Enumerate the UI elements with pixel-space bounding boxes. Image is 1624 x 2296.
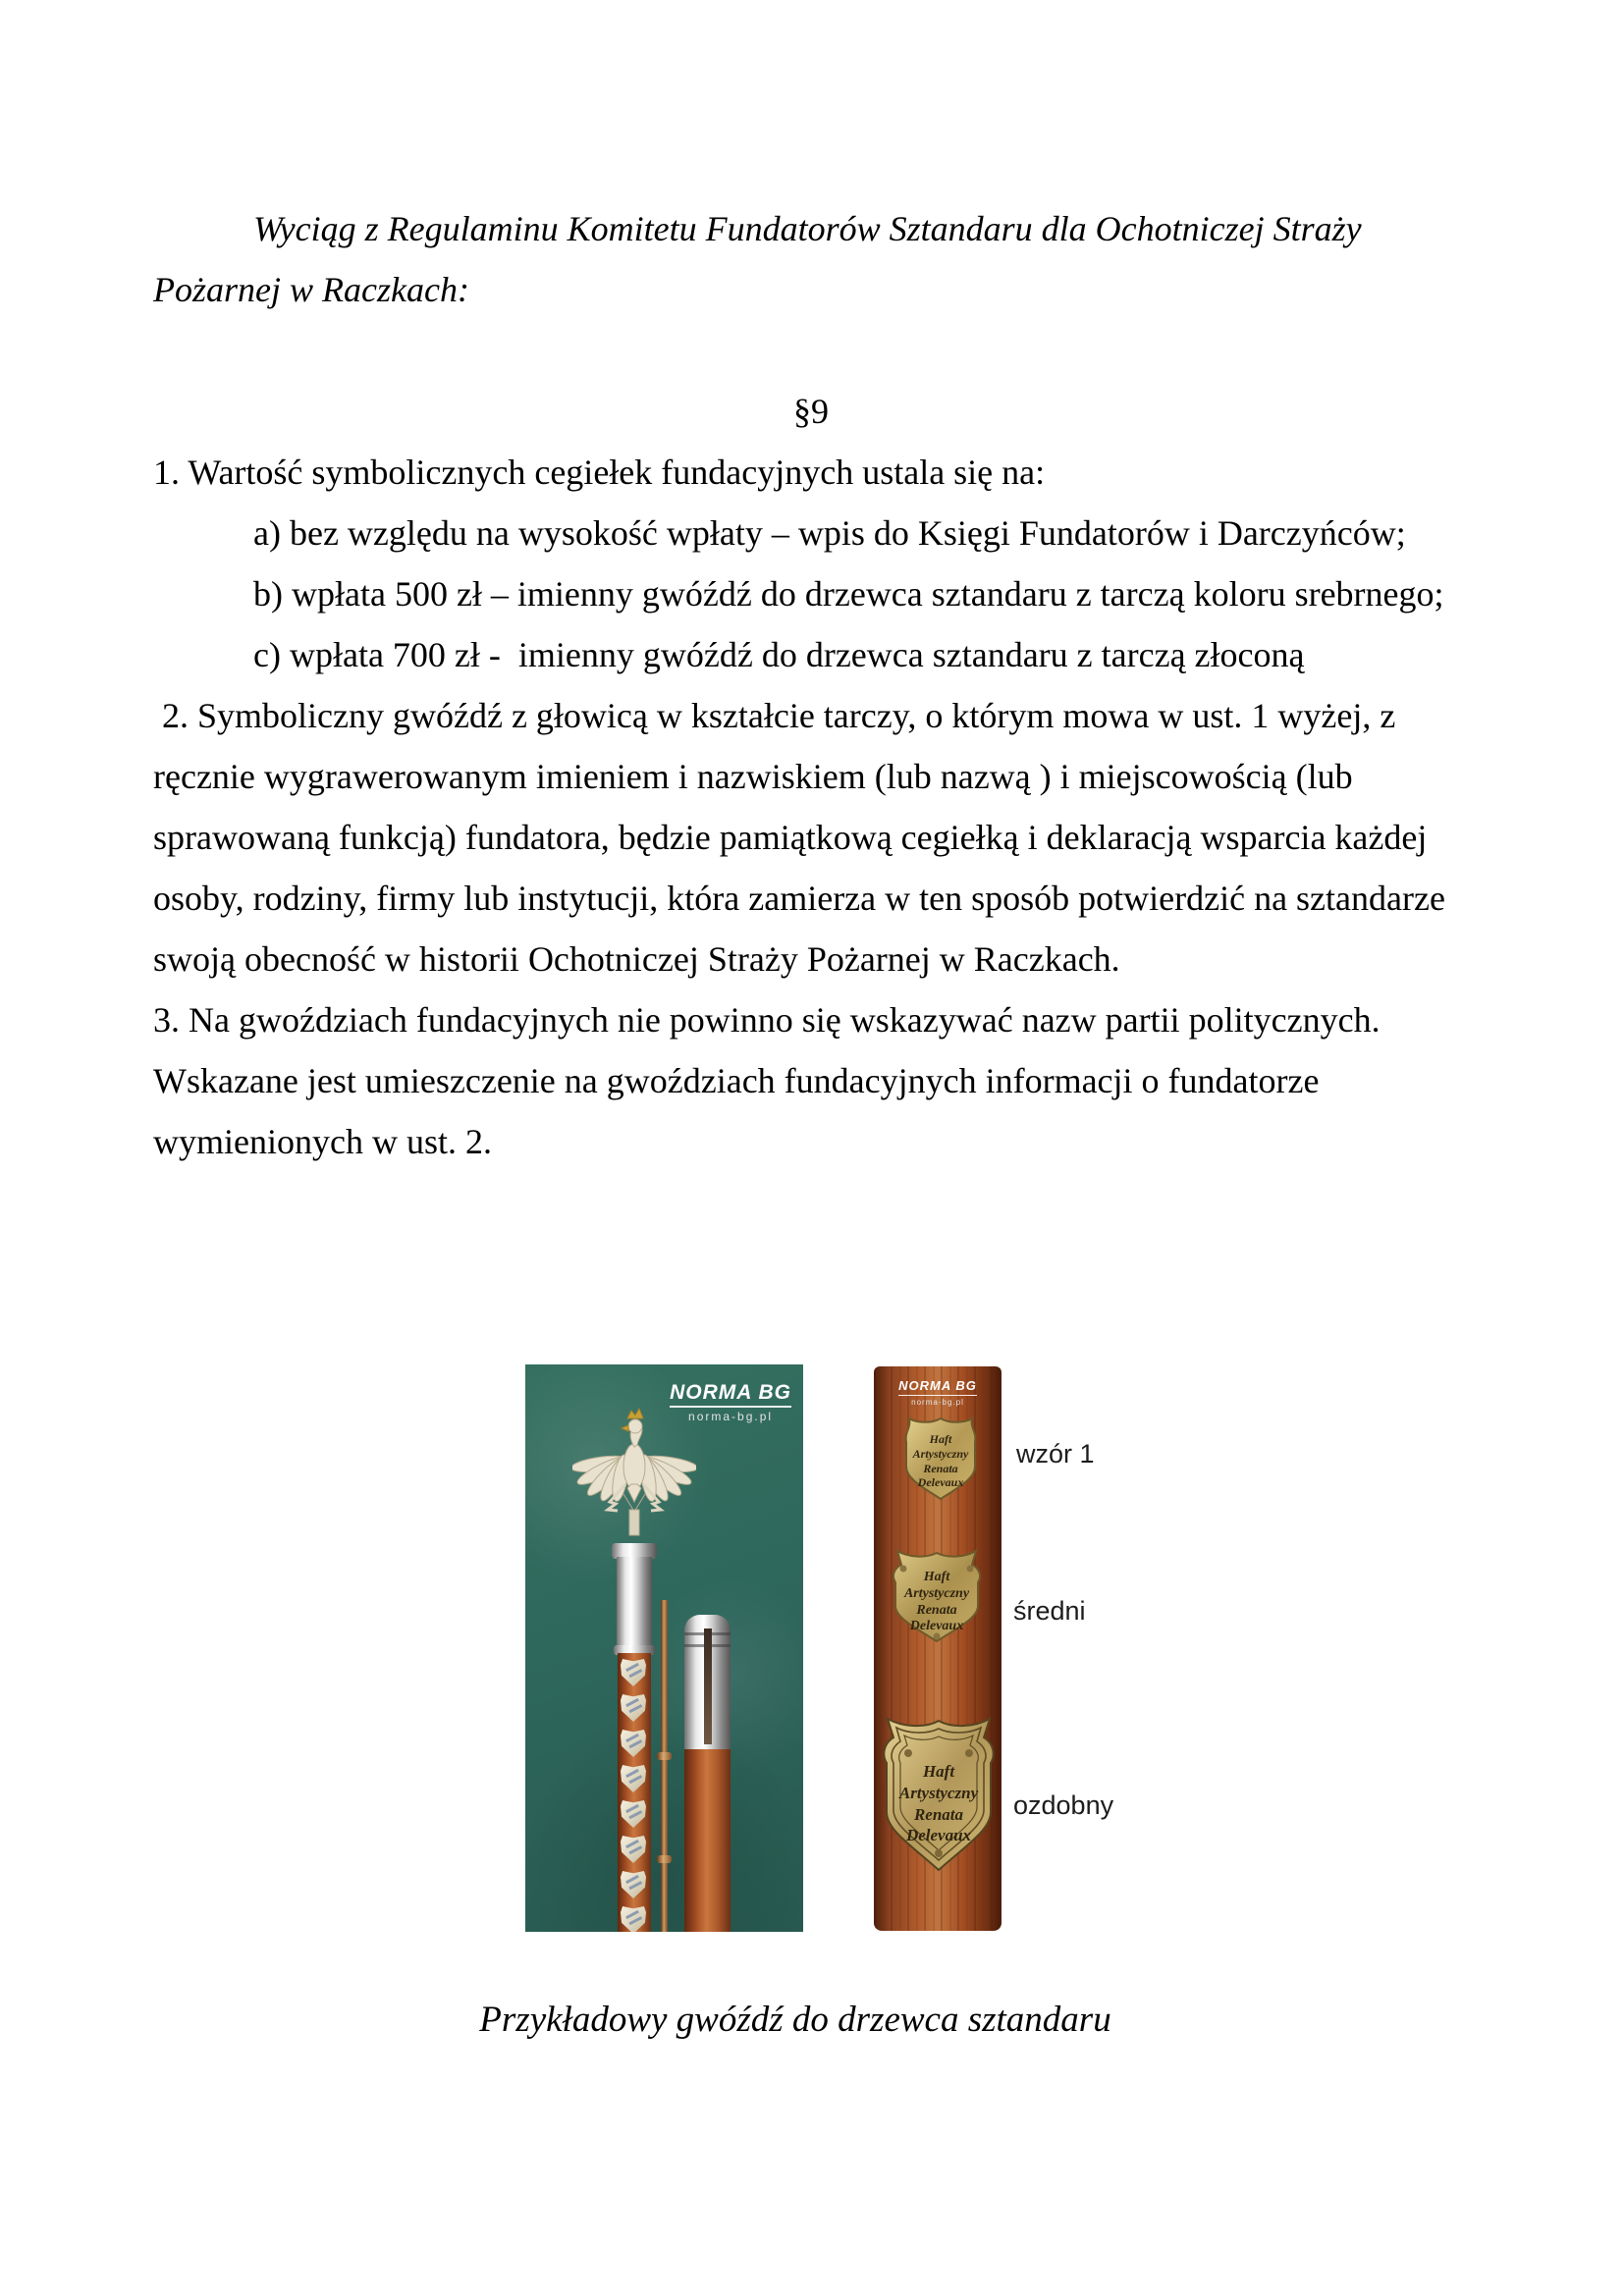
plaque-sredni (887, 1549, 987, 1645)
nail-shield (621, 1765, 646, 1792)
paragraph-1: 1. Wartość symbolicznych cegiełek fundacyjnych ustala się na: (153, 453, 1046, 492)
paragraph-2-line-4: osoby, rodziny, firmy lub instytucji, która zamierza w ten sposób potwierdzić na sztandarze (153, 879, 1445, 918)
plaque-ozdobny (878, 1716, 1000, 1875)
paragraph-2-line-2: ręcznie wygrawerowanym imieniem i nazwiskiem (lub nazwą ) i miejscowością (lub (153, 757, 1353, 796)
brand-logo-text: NORMA BG (898, 1379, 977, 1396)
label-sredni: średni (1013, 1596, 1086, 1626)
svg-text:Renata: Renata (916, 1603, 957, 1618)
heading-line-2: Pożarnej w Raczkach: (153, 270, 469, 309)
list-item-b: b) wpłata 500 zł – imienny gwóźdź do drzewca sztandaru z tarczą koloru srebrnego; (253, 574, 1444, 614)
flagpole-lower-segment-wood (684, 1749, 731, 1932)
nail-shield (621, 1659, 646, 1686)
svg-text:Artystyczny: Artystyczny (903, 1586, 970, 1601)
nail-shield (621, 1694, 646, 1722)
flagpole-lower-segment-cap (684, 1615, 731, 1749)
section-symbol: §9 (793, 392, 829, 431)
list-item-a: a) bez względu na wysokość wpłaty – wpis do Księgi Fundatorów i Darczyńców; (253, 513, 1406, 553)
rod-connector (657, 1752, 672, 1760)
paragraph-3-line-2: Wskazane jest umieszczenie na gwoździach fundacyjnych informacji o fundatorze (153, 1061, 1320, 1100)
label-ozdobny: ozdobny (1013, 1790, 1114, 1820)
svg-text:Artystyczny: Artystyczny (912, 1447, 969, 1461)
svg-text:Haft: Haft (922, 1762, 955, 1781)
list-item-c: c) wpłata 700 zł - imienny gwóźdź do drzewca sztandaru z tarczą złoconą (253, 635, 1305, 674)
finial-tube (617, 1557, 652, 1651)
photo-pole-with-plaques (874, 1366, 1001, 1931)
svg-text:Delevaux: Delevaux (905, 1826, 972, 1844)
figure-caption: Przykładowy gwóźdź do drzewca sztandaru (479, 2000, 1111, 2040)
svg-text:Renata: Renata (913, 1805, 964, 1824)
brand-logo-text: NORMA BG (670, 1382, 791, 1408)
paragraph-3-line-3: wymienionych w ust. 2. (153, 1122, 492, 1161)
heading-line-1: Wyciąg z Regulaminu Komitetu Fundatorów Sztandaru dla Ochotniczej Straży (253, 209, 1362, 248)
cap-reflection (704, 1629, 712, 1744)
nail-shield (621, 1800, 646, 1828)
rod-connector (657, 1855, 672, 1863)
brand-watermark (874, 1378, 1001, 1407)
nail-shield (621, 1836, 646, 1863)
connector-rod (661, 1600, 668, 1932)
brand-url-text: norma-bg.pl (688, 1410, 774, 1423)
document-body (153, 198, 1479, 1172)
nail-shield (621, 1871, 646, 1898)
nail-shield (621, 1906, 646, 1932)
photo-flagpole-with-eagle (525, 1364, 803, 1932)
svg-text:Delevaux: Delevaux (917, 1475, 964, 1489)
svg-text:Renata: Renata (923, 1462, 958, 1475)
svg-text:Artystyczny: Artystyczny (898, 1784, 979, 1802)
plaque-wzor-1 (901, 1415, 980, 1502)
paragraph-2-line-5: swoją obecność w historii Ochotniczej Straży Pożarnej w Raczkach. (153, 939, 1120, 979)
paragraph-2-line-3: sprawowaną funkcją) fundatora, będzie pamiątkową cegiełką i deklaracją wsparcia każdej (153, 818, 1428, 857)
eagle-finial-icon (572, 1400, 696, 1549)
paragraph-3-line-1: 3. Na gwoździach fundacyjnych nie powinno się wskazywać nazw partii politycznych. (153, 1000, 1380, 1040)
nail-shield (621, 1730, 646, 1757)
flagpole-upper-segment (618, 1653, 651, 1932)
brand-url-text: norma-bg.pl (911, 1398, 964, 1407)
svg-text:Haft: Haft (923, 1570, 950, 1584)
blank-line (153, 320, 1479, 381)
label-wzor-1: wzór 1 (1016, 1439, 1095, 1468)
paragraph-2-line-1: 2. Symboliczny gwóźdź z głowicą w kształcie tarczy, o którym mowa w ust. 1 wyżej, z (153, 696, 1396, 735)
svg-text:Delevaux: Delevaux (909, 1619, 964, 1633)
svg-text:Haft: Haft (929, 1432, 952, 1446)
